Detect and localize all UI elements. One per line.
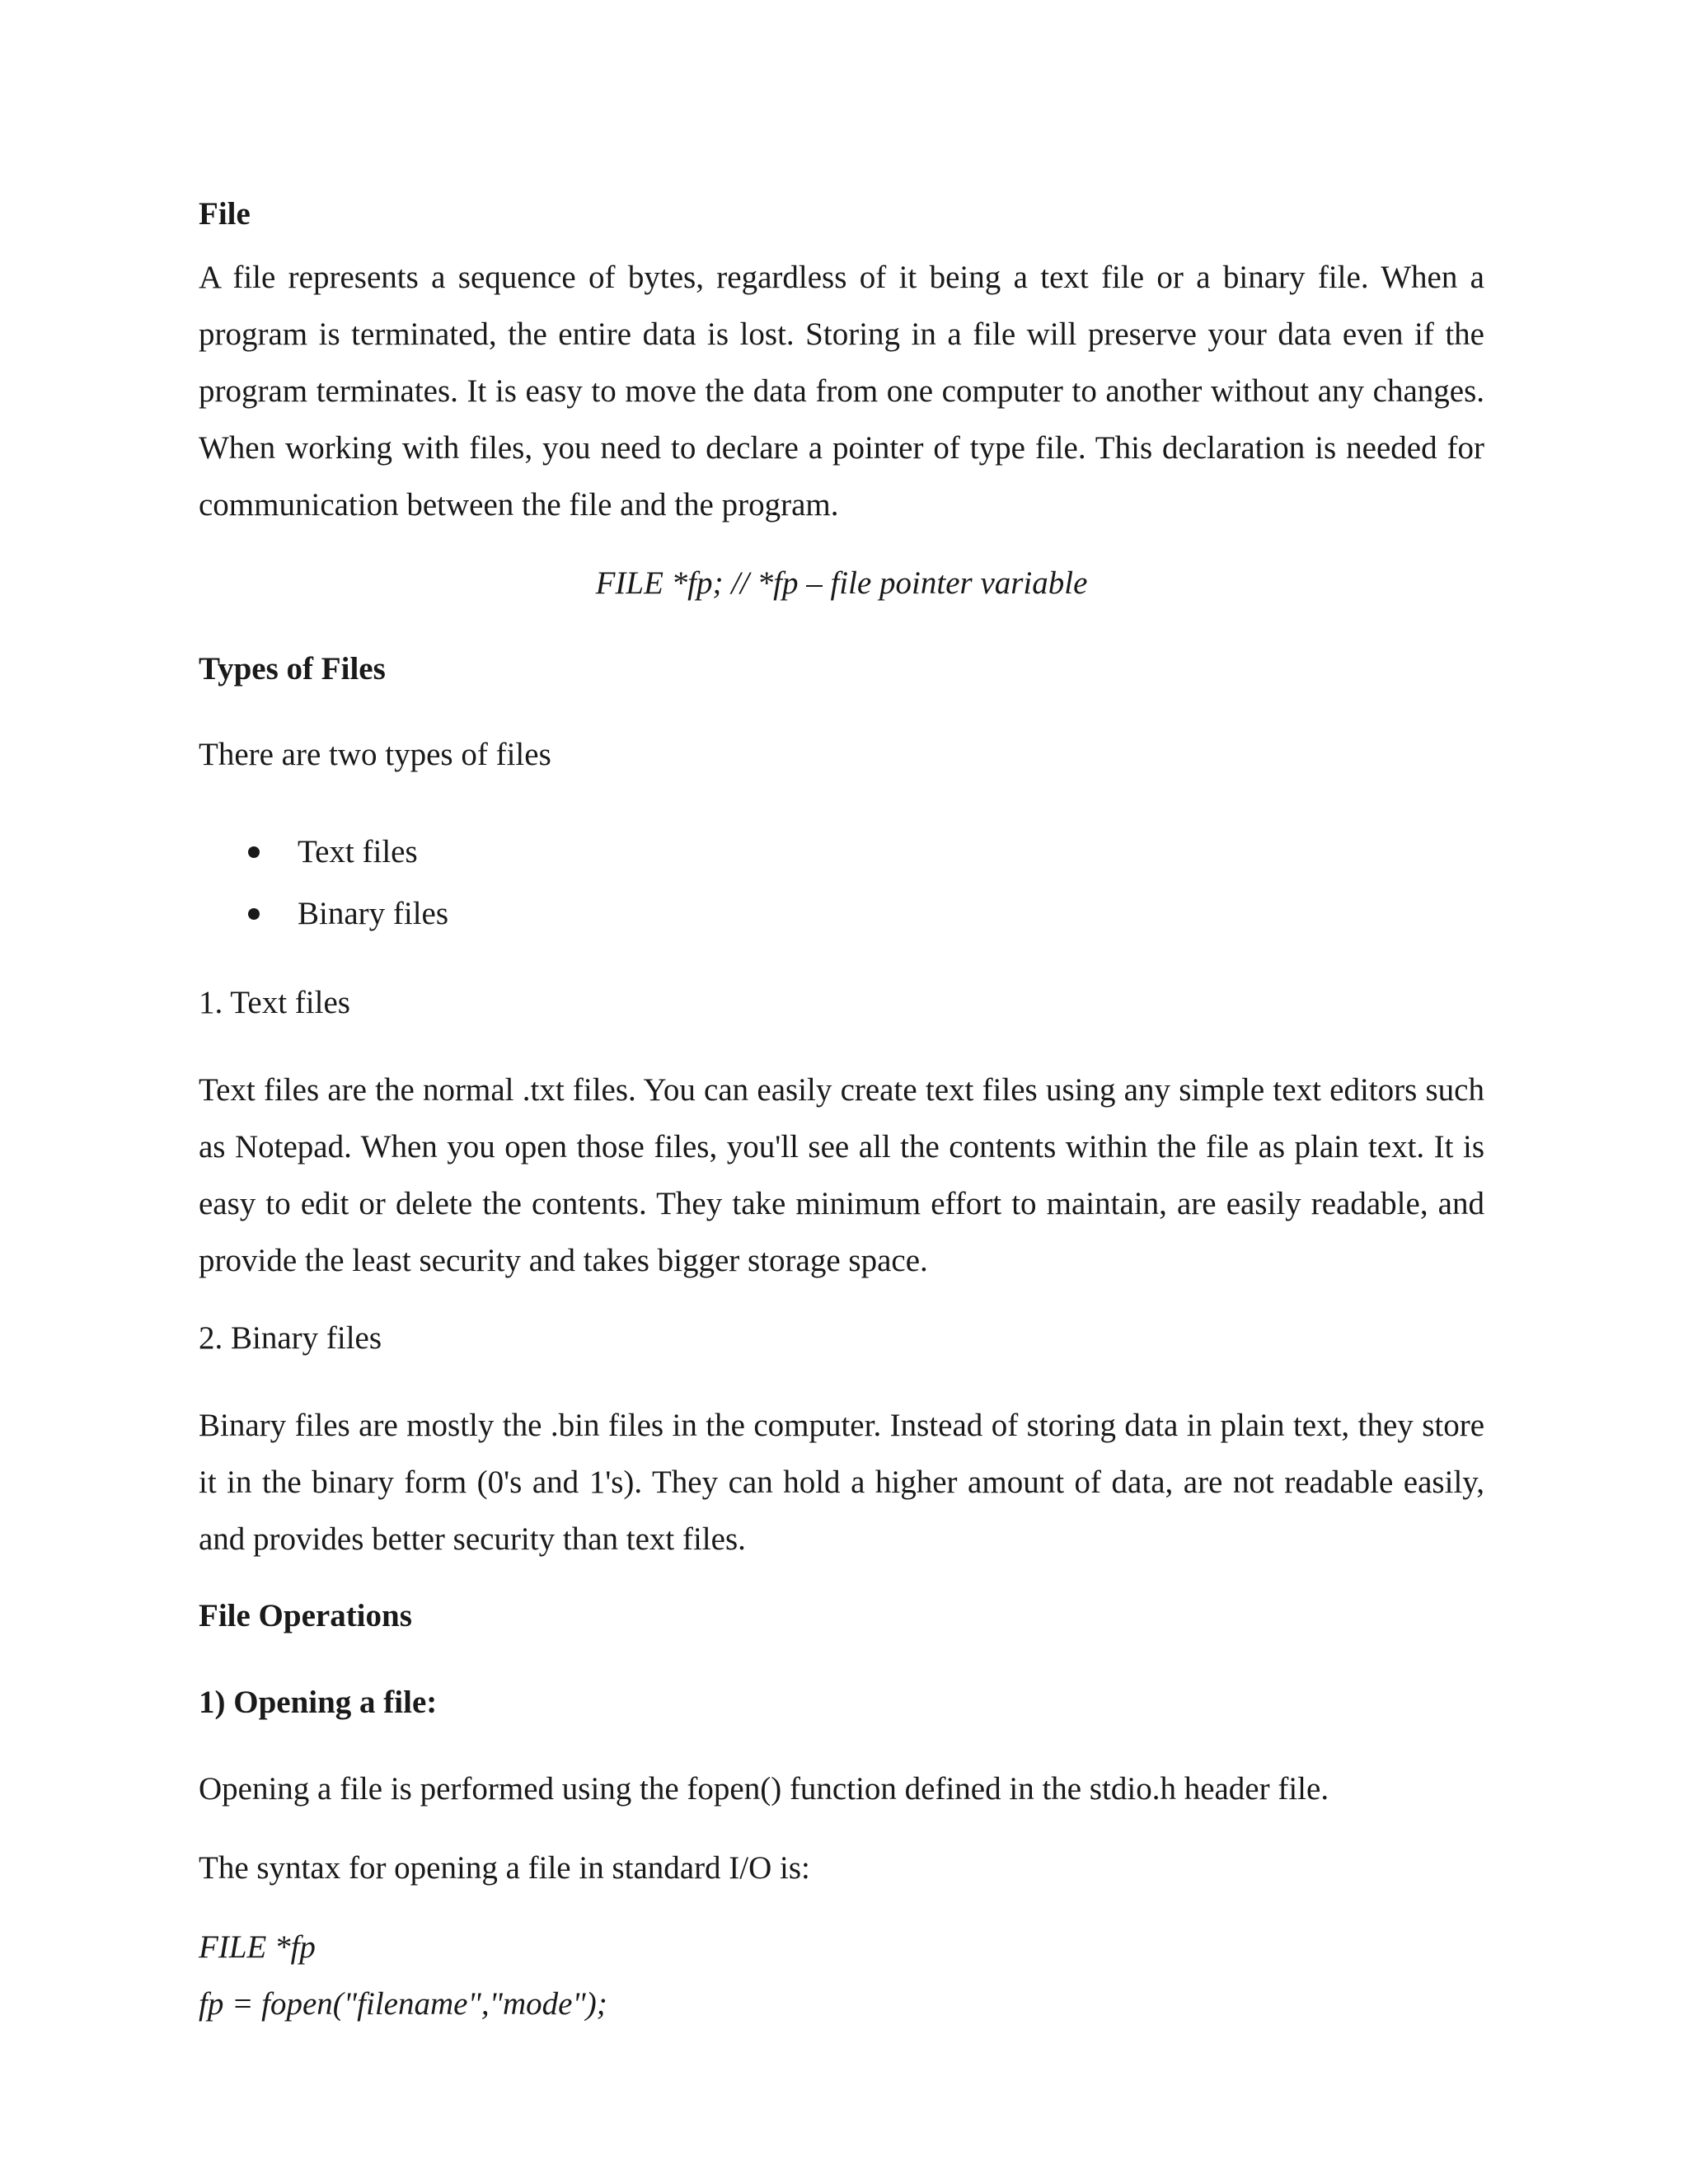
text-files-heading: 1. Text files: [199, 985, 350, 1020]
section-heading-operations: File Operations: [199, 1598, 412, 1633]
file-pointer-code: FILE *fp; // *fp – file pointer variable: [595, 565, 1088, 601]
syntax-code-line-2: fp = fopen("filename","mode");: [199, 1986, 607, 2022]
types-intro: There are two types of files: [199, 737, 551, 772]
opening-file-subheading: 1) Opening a file:: [199, 1685, 438, 1720]
section-heading-file: File: [199, 196, 251, 232]
binary-files-heading: 2. Binary files: [199, 1320, 382, 1356]
opening-file-paragraph: Opening a file is performed using the fopen() function defined in the stdio.h header file.: [199, 1771, 1329, 1807]
syntax-code-line-1: FILE *fp: [199, 1929, 316, 1965]
bullet-icon: [248, 908, 260, 920]
file-types-list: [199, 832, 1484, 956]
binary-files-paragraph: Binary files are mostly the .bin files in the computer. Instead of storing data in plain text, they store it in the binary form (0's and 1's). They can hold a higher amount of data, are not readable easily, and provides better security than text files.: [199, 1408, 1484, 1557]
list-item: [199, 832, 1484, 894]
list-item-label: Text files: [298, 834, 418, 869]
syntax-intro: The syntax for opening a file in standard I/O is:: [199, 1850, 810, 1886]
section-heading-types: Types of Files: [199, 651, 386, 687]
text-files-paragraph: Text files are the normal .txt files. You can easily create text files using any simple text editors such as Notepad. When you open those files, you'll see all the contents within the file as plain text. It is easy to edit or delete the contents. They take minimum effort to maintain, are easily readable, and provide the least security and takes bigger storage space.: [199, 1072, 1484, 1278]
list-item-label: Binary files: [298, 896, 449, 931]
bullet-icon: [248, 846, 260, 858]
list-item: [199, 894, 1484, 956]
file-paragraph: A file represents a sequence of bytes, regardless of it being a text file or a binary file. When a program is terminated, the entire data is lost. Storing in a file will preserve your data even if the program terminates. It is easy to move the data from one computer to another without any changes. When working with files, you need to declare a pointer of type file. This declaration is needed for communication between the file and the program.: [199, 260, 1484, 523]
